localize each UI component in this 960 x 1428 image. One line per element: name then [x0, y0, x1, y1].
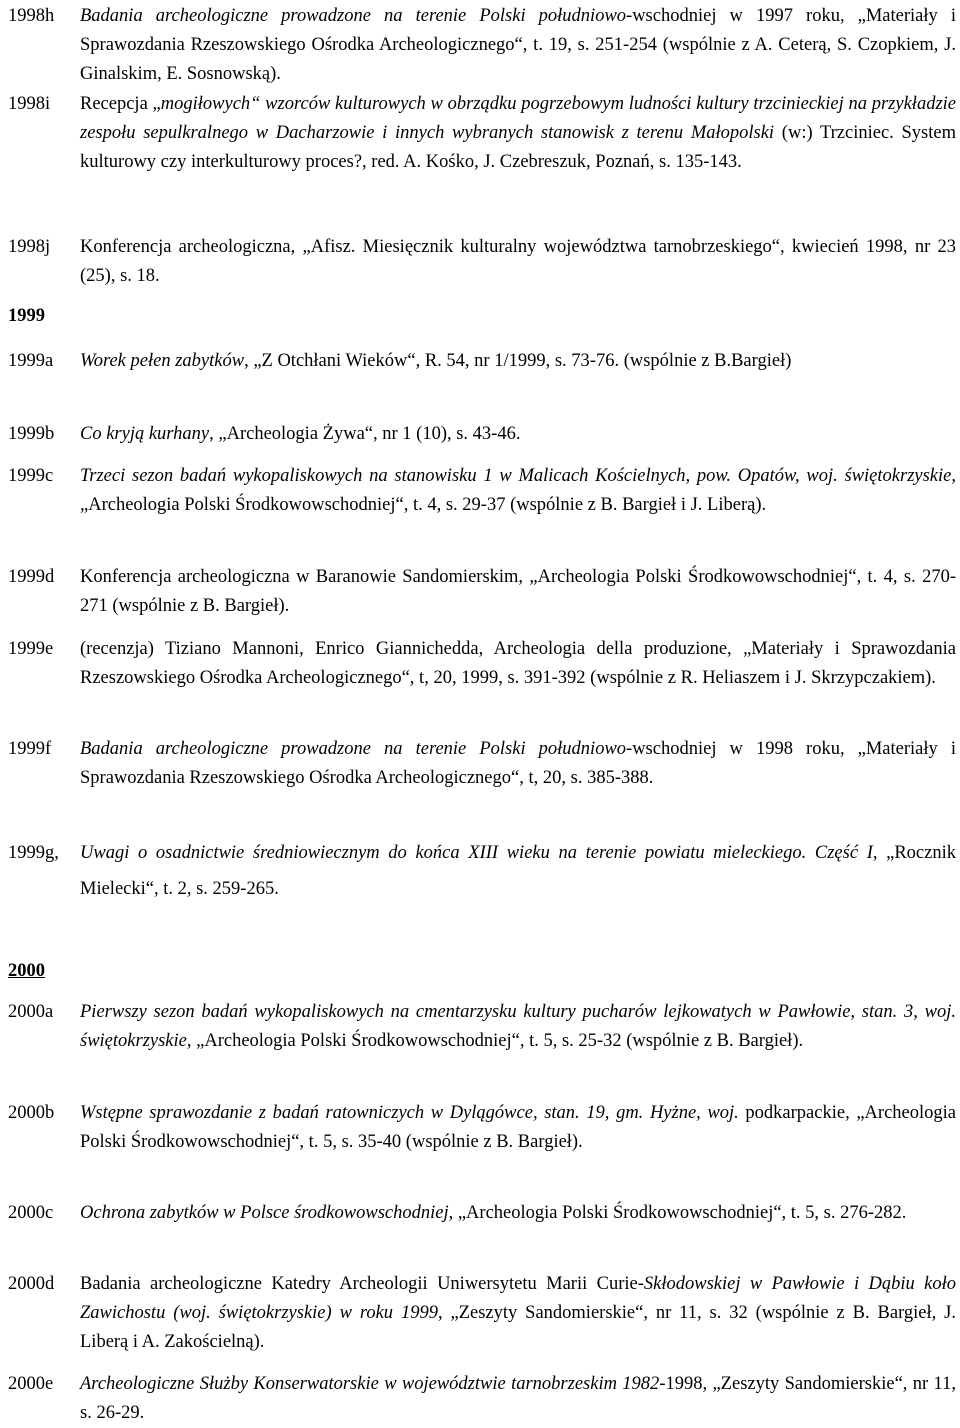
entry-label: 2000c — [8, 1203, 54, 1223]
entry-title: Worek pełen zabytków — [80, 351, 245, 371]
entry-citation: , „Rocznik Mielecki“, t. 2, s. 259-265. — [80, 843, 956, 899]
bibliography-entry — [8, 1370, 956, 1428]
entry-text — [80, 563, 956, 621]
entry-citation: (recenzja) Tiziano Mannoni, Enrico Giannichedda, Archeologia della produzione, „Materiały i Sprawozdania Rzeszowskiego Ośrodka Archeologicznego“, t, 20, 1999, s. 391-392 (wspólnie z R. Heliaszem i J. Skrzypczakiem). — [80, 639, 956, 688]
bibliography-entry — [8, 2, 956, 89]
entry-text — [80, 835, 956, 907]
bibliography-entry — [8, 462, 956, 520]
entry-label: 1999b — [8, 424, 55, 444]
entry-citation: Recepcja „ — [80, 94, 161, 114]
entry-citation: Konferencja archeologiczna, „Afisz. Miesięcznik kulturalny województwa tarnobrzeskiego“, kwiecień 1998, nr 23 (25), s. 18. — [80, 237, 956, 286]
bibliography-entry — [8, 835, 956, 907]
bibliography-entry — [8, 998, 956, 1056]
entry-citation: , „Zeszyty Sandomierskie“, nr 11, s. 32 (wspólnie z B. Bargieł, J. Liberą i A. Zakościelną). — [80, 1303, 956, 1352]
bibliography-entry — [8, 635, 956, 693]
entry-title: Skłodowskiej w Pawłowie i Dąbiu koło Zawichostu (woj. świętokrzyskie) w roku 1999 — [80, 1274, 956, 1323]
entry-title: Wstępne sprawozdanie z badań ratowniczych w Dylągówce, stan. 19, gm. Hyżne, woj. — [80, 1103, 739, 1123]
entry-text — [80, 635, 956, 693]
entry-citation: (w:) Trzciniec. System kulturowy czy interkulturowy proces?, red. A. Kośko, J. Czebreszuk, Poznań, s. 135-143. — [80, 123, 956, 172]
entry-label: 2000e — [8, 1374, 54, 1394]
entry-citation: , „Archeologia Polski Środkowowschodniej“, t. 4, s. 29-37 (wspólnie z B. Bargieł i J. Liberą). — [80, 466, 956, 515]
bibliography-entry — [8, 1270, 956, 1357]
entry-citation: -1998, „Zeszyty Sandomierskie“, nr 11, s. 26-29. — [80, 1374, 956, 1423]
entry-citation: podkarpackie, „Archeologia Polski Środkowowschodniej“, t. 5, s. 35-40 (wspólnie z B. Bargieł). — [80, 1103, 956, 1152]
entry-citation: -wschodniej w 1998 roku, „Materiały i Sprawozdania Rzeszowskiego Ośrodka Archeologicznego“, t, 20, s. 385-388. — [80, 739, 956, 788]
entry-title: Ochrona zabytków w Polsce środkowowschodniej — [80, 1203, 449, 1223]
entry-citation: , „Archeologia Polski Środkowowschodniej“, t. 5, s. 25-32 (wspólnie z B. Bargieł). — [186, 1031, 804, 1051]
entry-text — [80, 2, 956, 89]
entry-label: 1998h — [8, 6, 55, 26]
entry-label: 1999c — [8, 466, 54, 486]
entry-text — [80, 998, 956, 1056]
entry-text — [80, 735, 956, 793]
year-heading: 2000 — [8, 961, 45, 981]
entry-label: 2000b — [8, 1103, 55, 1123]
entry-label: 1999d — [8, 567, 55, 587]
entry-text — [80, 462, 956, 520]
entry-title: Pierwszy sezon badań wykopaliskowych na cmentarzysku kultury pucharów lejkowatych w Pawłowie, stan. 3, woj. świętokrzyskie — [80, 1002, 956, 1051]
entry-label: 1998j — [8, 237, 51, 257]
entry-text — [80, 347, 956, 376]
entry-text — [80, 1199, 956, 1228]
entry-text — [80, 420, 956, 449]
entry-citation: Badania archeologiczne Katedry Archeologii Uniwersytetu Marii Curie- — [80, 1274, 644, 1294]
entry-label: 2000d — [8, 1274, 55, 1294]
entry-citation: , „Archeologia Polski Środkowowschodniej“, t. 5, s. 276-282. — [448, 1203, 907, 1223]
entry-label: 1999e — [8, 639, 54, 659]
bibliography-entry — [8, 1199, 956, 1228]
entry-citation: -wschodniej w 1997 roku, „Materiały i Sprawozdania Rzeszowskiego Ośrodka Archeologicznego“, t. 19, s. 251-254 (wspólnie z A. Ceterą, S. Czopkiem, J. Ginalskim, E. Sosnowską). — [80, 6, 956, 84]
entry-text — [80, 1270, 956, 1357]
bibliography-entry — [8, 735, 956, 793]
entry-title: Badania archeologiczne prowadzone na terenie Polski południowo — [80, 739, 627, 759]
entry-text — [80, 1370, 956, 1428]
entry-title: Badania archeologiczne prowadzone na terenie Polski południowo — [80, 6, 627, 26]
entry-label: 1999g, — [8, 843, 59, 863]
entry-citation: Konferencja archeologiczna w Baranowie Sandomierskim, „Archeologia Polski Środkowowschodniej“, t. 4, s. 270-271 (wspólnie z B. Bargieł). — [80, 567, 956, 616]
entry-label: 2000a — [8, 1002, 54, 1022]
entry-citation: , „Archeologia Żywa“, nr 1 (10), s. 43-46. — [209, 424, 521, 444]
entry-text — [80, 1099, 956, 1157]
bibliography-entry — [8, 90, 956, 177]
bibliography-entry — [8, 420, 956, 449]
entry-title: Co kryją kurhany — [80, 424, 210, 444]
entry-title: Uwagi o osadnictwie średniowiecznym do końca XIII wieku na terenie powiatu mieleckiego. Część I — [80, 843, 873, 863]
bibliography-entry — [8, 1099, 956, 1157]
bibliography-entry — [8, 347, 956, 376]
bibliography-entry — [8, 563, 956, 621]
entry-title: mogiłowych“ wzorców kulturowych w obrządku pogrzebowym ludności kultury trzcinieckiej na przykładzie zespołu sepulkralnego w Dacharzowie i innych wybranych stanowisk z terenu Małopolski — [80, 94, 956, 143]
entry-text — [80, 233, 956, 291]
entry-title: Archeologiczne Służby Konserwatorskie w województwie tarnobrzeskim 1982 — [80, 1374, 660, 1394]
bibliography-entry — [8, 233, 956, 291]
entry-label: 1999a — [8, 351, 54, 371]
year-heading: 1999 — [8, 306, 45, 326]
entry-label: 1998i — [8, 94, 51, 114]
entry-title: Trzeci sezon badań wykopaliskowych na stanowisku 1 w Malicach Kościelnych, pow. Opatów, woj. świętokrzyskie — [80, 466, 952, 486]
entry-text — [80, 90, 956, 177]
entry-citation: , „Z Otchłani Wieków“, R. 54, nr 1/1999, s. 73-76. (wspólnie z B.Bargieł) — [244, 351, 792, 371]
entry-label: 1999f — [8, 739, 52, 759]
